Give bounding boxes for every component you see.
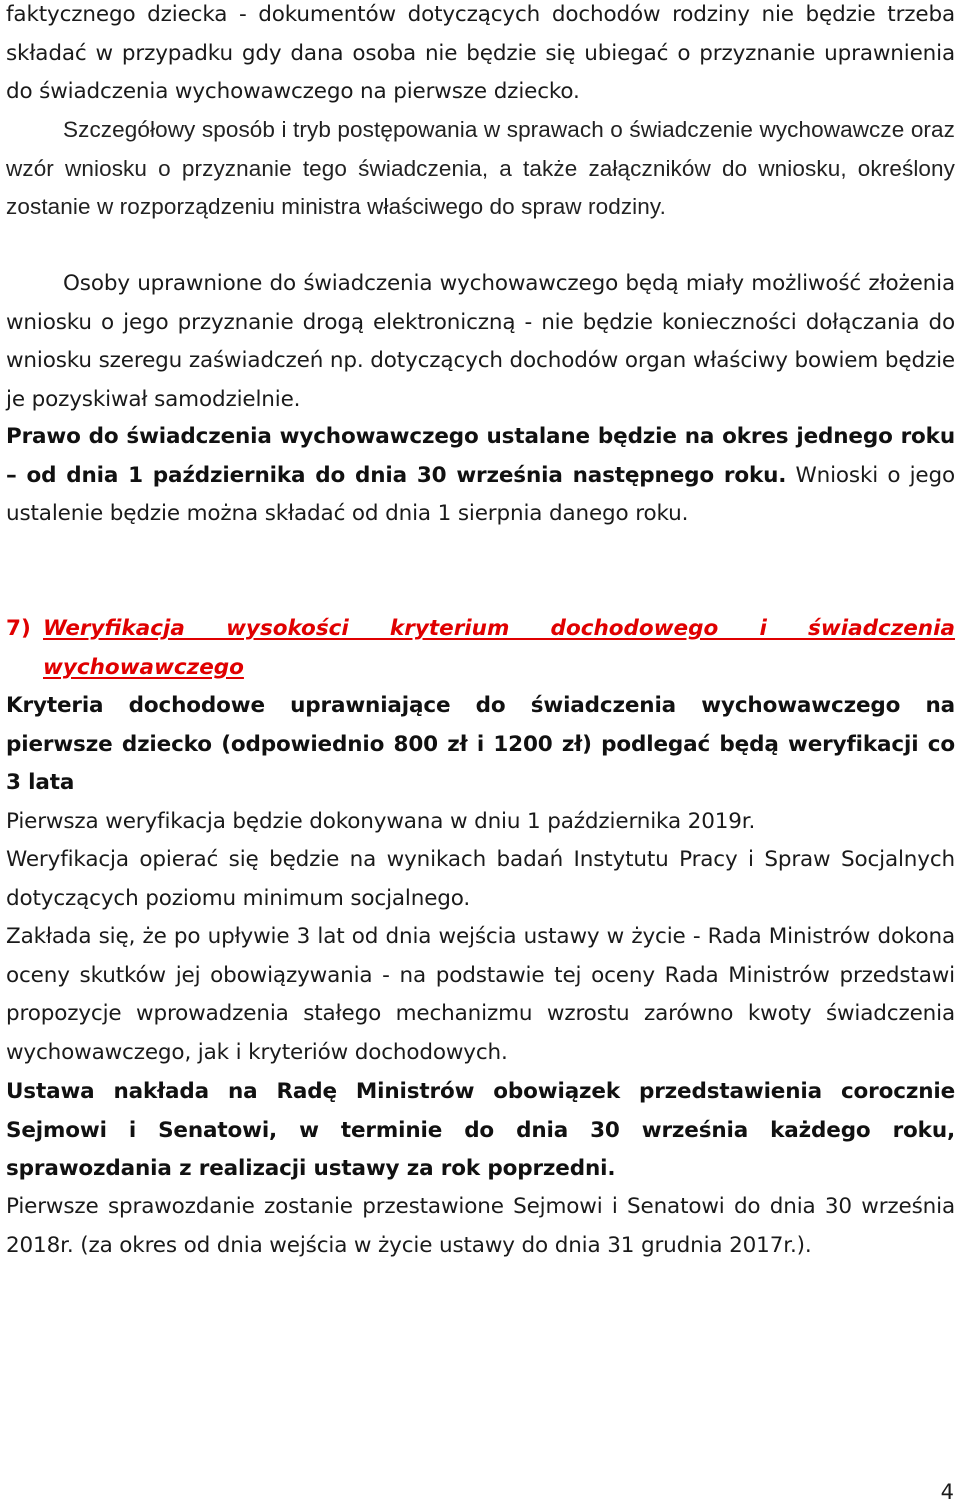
paragraph-procedure-details: Szczegółowy sposób i tryb postępowania w sprawach o świadczenie wychowawcze oraz wzór wniosku o przyznanie tego świadczenia, a także załączników do wniosku, określony zostanie w rozporządzeniu ministra właściwego do spraw rodziny. bbox=[6, 117, 955, 219]
section-7-body bbox=[6, 687, 955, 1072]
paragraph-benefit-period bbox=[6, 418, 955, 534]
verification-basis: Weryfikacja opierać się będzie na wynikach badań Instytutu Pracy i Spraw Socjalnych dotyczących poziomu minimum socjalnego. bbox=[6, 847, 955, 911]
page-number: 4 bbox=[940, 1480, 954, 1504]
paragraph-application-documents: faktycznego dziecka - dokumentów dotyczących dochodów rodziny nie będzie trzeba składać w przypadku gdy dana osoba nie będzie się ubiegać o przyznanie uprawnienia do świadczenia wychowawczego na pierwsze dziecko. bbox=[6, 2, 955, 104]
benefit-period-rest: Wnioski o jego ustalenie będzie można składać od dnia 1 sierpnia danego roku. bbox=[6, 462, 955, 526]
first-report-deadline: Pierwsze sprawozdanie zostanie przestawione Sejmowi i Senatowi do dnia 30 września 2018r. (za okres od dnia wejścia w życie ustawy do dnia 31 grudnia 2017r.). bbox=[6, 1194, 955, 1258]
evaluation-after-3-years: Zakłada się, że po upływie 3 lat od dnia wejścia ustawy w życie - Rada Ministrów dokona oceny skutków jej obowiązywania - na podstawie tej oceny Rada Ministrów przedstawi propozycje wprowadzenia stałego mechanizmu wzrostu zarówno kwoty świadczenia wychowawczego, jak i kryteriów dochodowych. bbox=[6, 924, 955, 1065]
first-verification-date: Pierwsza weryfikacja będzie dokonywana w dniu 1 października 2019r. bbox=[6, 808, 756, 834]
annual-report-obligation: Ustawa nakłada na Radę Ministrów obowiązek przedstawienia corocznie Sejmowi i Senatowi, w terminie do dnia 30 września każdego roku, sprawozdania z realizacji ustawy za rok poprzedni. bbox=[6, 1079, 955, 1181]
benefit-period-bold: Prawo do świadczenia wychowawczego ustalane będzie na okres jednego roku – od dnia 1 października do dnia 30 września następnego roku. bbox=[6, 424, 955, 488]
section-7-heading bbox=[6, 610, 955, 687]
income-criteria-statement: Kryteria dochodowe uprawniające do świadczenia wychowawczego na pierwsze dziecko (odpowiednio 800 zł i 1200 zł) podlegać będą weryfikacji co 3 lata bbox=[6, 693, 955, 795]
paragraph-electronic-application: Osoby uprawnione do świadczenia wychowawczego będą miały możliwość złożenia wniosku o jego przyznanie drogą elektroniczną - nie będzie konieczności dołączania do wniosku szeregu zaświadczeń np. dotyczących dochodów organ właściwy bowiem będzie je pozyskiwał samodzielnie. bbox=[6, 271, 955, 412]
section-7-title: Weryfikacja wysokości kryterium dochodowego i świadczenia wychowawczego bbox=[43, 616, 955, 680]
section-7-number: 7) bbox=[6, 616, 31, 641]
